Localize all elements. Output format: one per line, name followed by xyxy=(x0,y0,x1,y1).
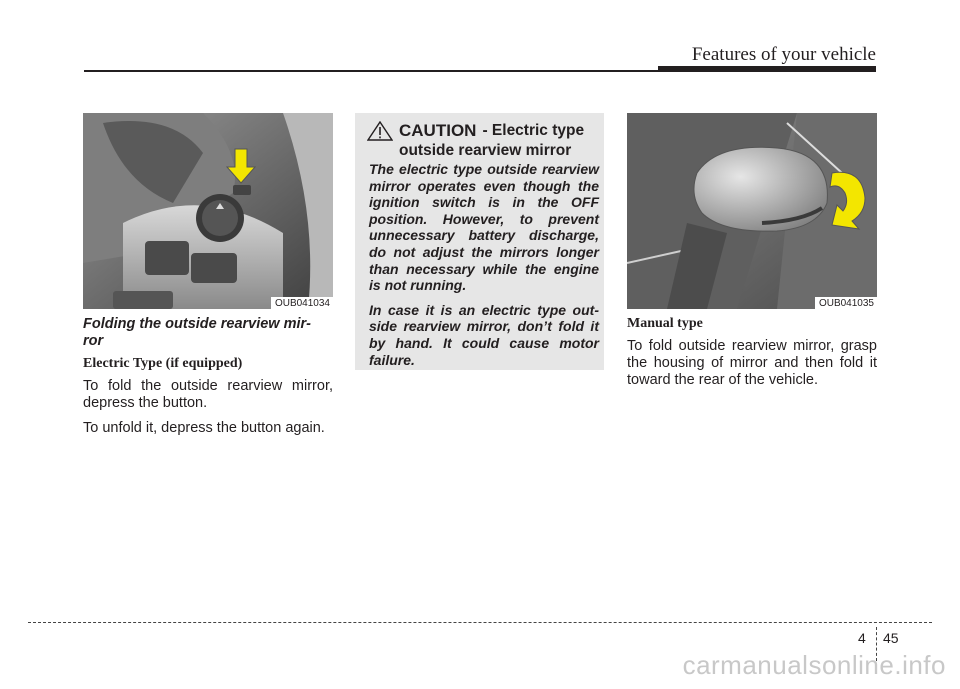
manual-type-label: Manual type xyxy=(627,316,703,331)
page-number: 45 xyxy=(883,630,899,646)
warning-icon xyxy=(367,121,393,141)
caution-title: - Electric type xyxy=(482,122,585,139)
watermark: carmanualsonline.info xyxy=(682,650,946,680)
paragraph: To fold the outside rearview mirror, depress the button. xyxy=(83,378,333,411)
chapter-number: 4 xyxy=(858,630,866,646)
caution-paragraph: In case it is an electric type out- side rearview mirror, don’t fold it by hand. It could cause motor failure. xyxy=(369,301,599,368)
photo-code: OUB041035 xyxy=(815,297,877,309)
paragraph: To fold outside rearview mirror, grasp the housing of mirror and then fold it toward the rear of the vehicle. xyxy=(627,338,877,388)
section-subheading: Folding the outside rearview mir- ror xyxy=(83,316,312,349)
right-photo-mirror xyxy=(627,113,877,309)
caution-box xyxy=(355,113,604,370)
left-column xyxy=(83,316,333,445)
right-column xyxy=(627,316,877,397)
header-title: Features of your vehicle xyxy=(691,44,876,65)
paragraph: To unfold it, depress the button again. xyxy=(83,420,325,436)
electric-type-label: Electric Type (if equipped) xyxy=(83,356,243,371)
header-rule-accent xyxy=(658,66,876,72)
caution-paragraph: The electric type outside rearview mirror operates even though the ignition switch is in the OFF position. However, to prevent unnecessary battery discharge, do not adjust the mirrors longer than necessary while the engine is not running. xyxy=(369,161,599,294)
caution-title-line2: outside rearview mirror xyxy=(399,142,572,159)
left-photo-mirror-switch xyxy=(83,113,333,309)
photo-code: OUB041034 xyxy=(271,297,333,309)
caution-word: CAUTION xyxy=(399,121,477,140)
header-rule xyxy=(84,70,658,72)
footer-rule xyxy=(28,622,932,623)
